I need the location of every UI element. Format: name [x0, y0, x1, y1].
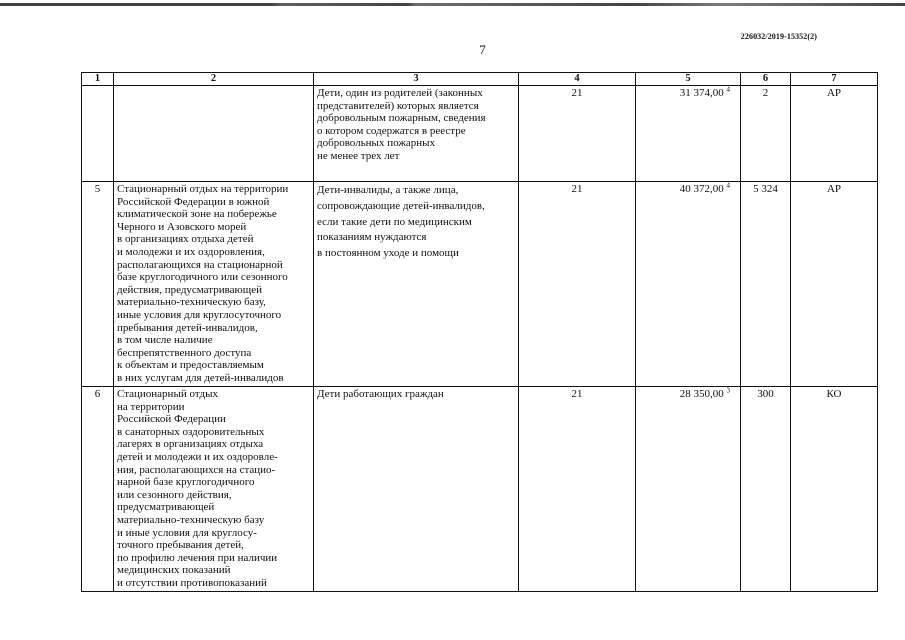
rest-type-description-line: и иные условия для круглосу-: [117, 526, 257, 539]
rest-type-description: [114, 86, 314, 182]
rest-type-description: [114, 387, 314, 592]
row-number: [82, 86, 114, 182]
recipient-category-line: представителей) которых является: [317, 99, 479, 112]
rest-type-description-line: и молодежи и их оздоровления,: [117, 245, 265, 258]
rest-type-description-line: действия, предусматривающей: [117, 283, 262, 296]
column-header-2: 2: [114, 73, 314, 86]
rest-type-description-line: базе круглогодичного или сезонного: [117, 271, 288, 284]
table-row: [82, 387, 878, 592]
rest-type-description-line: Черного и Азовского морей: [117, 220, 247, 233]
cost-value: [636, 86, 741, 182]
recipient-category-line: добровольным пожарным, сведения: [317, 112, 486, 125]
rest-type-description-line: Стационарный отдых на территории: [117, 183, 289, 195]
recipient-category-line: Дети-инвалиды, а также лица,: [317, 184, 459, 196]
duration-days: 21: [519, 86, 636, 182]
row-number: 6: [82, 387, 114, 592]
recipient-category: [314, 182, 519, 387]
rest-type-description-line: медицинских показаний: [117, 564, 231, 577]
rest-type-description-line: иные условия для круглосуточного: [117, 308, 282, 321]
duration-days: 21: [519, 182, 636, 387]
recipient-category-line: Дети, один из родителей (законных: [317, 87, 483, 99]
cost-footnote-mark: 4: [726, 181, 730, 190]
column-header-3: 3: [314, 73, 519, 86]
duration-days: 21: [519, 387, 636, 592]
quantity: 5 324: [741, 182, 791, 387]
quantity: 2: [741, 86, 791, 182]
column-header-4: 4: [519, 73, 636, 86]
table-row: [82, 182, 878, 387]
rest-type-description-line: предусматривающей: [117, 501, 215, 514]
row-number: 5: [82, 182, 114, 387]
rest-type-description-line: пребывания детей-инвалидов,: [117, 321, 258, 334]
rest-type-description-line: в санаторных оздоровительных: [117, 425, 265, 438]
column-header-6: 6: [741, 73, 791, 86]
page-number: 7: [479, 42, 486, 57]
region-code: АР: [791, 86, 878, 182]
rest-type-description-line: или сезонного действия,: [117, 488, 232, 501]
table-header: [82, 73, 878, 86]
region-code: КО: [791, 387, 878, 592]
cost-value: [636, 182, 741, 387]
recipient-category-line: в постоянном уходе и помощи: [317, 247, 459, 260]
recipient-category-line: добровольных пожарных: [317, 137, 436, 150]
rest-type-description-line: материально-техническую базу,: [117, 296, 266, 309]
rest-type-description-line: ния, располагающихся на стацио-: [117, 463, 276, 476]
benefits-table: [81, 72, 878, 592]
rest-type-description-line: беспрепятственного доступа: [117, 346, 252, 359]
recipient-category-line: сопровождающие детей-инвалидов,: [317, 199, 485, 212]
rest-type-description-line: и отсутствии противопоказаний: [117, 576, 267, 589]
cost-amount: 40 372,00: [679, 183, 724, 195]
recipient-category: [314, 387, 519, 592]
rest-type-description-line: на территории: [117, 400, 185, 413]
rest-type-description-line: климатической зоне на побережье: [117, 208, 277, 221]
scan-artifact-line: [0, 3, 905, 6]
document-id: 226032/2019-15352(2): [740, 32, 817, 41]
rest-type-description-line: располагающихся на стационарной: [117, 258, 283, 271]
column-header-1: 1: [82, 73, 114, 86]
rest-type-description-line: точного пребывания детей,: [117, 539, 244, 552]
rest-type-description-line: к объектам и предоставляемым: [117, 359, 264, 372]
rest-type-description-line: детей и молодежи и их оздоровле-: [117, 450, 278, 463]
cost-amount: 28 350,00: [679, 388, 724, 400]
cost-value: [636, 387, 741, 592]
region-code: АР: [791, 182, 878, 387]
cost-amount: 31 374,00: [679, 87, 724, 99]
rest-type-description-line: лагерях в организациях отдыха: [117, 438, 264, 451]
table-row: [82, 86, 878, 182]
rest-type-description-line: в них услугам для детей-инвалидов: [117, 371, 284, 384]
table-body: [82, 86, 878, 592]
rest-type-description-line: материально-техническую базу: [117, 513, 265, 526]
column-header-7: 7: [791, 73, 878, 86]
cost-footnote-mark: 4: [726, 85, 730, 94]
rest-type-description-line: Российской Федерации: [117, 413, 226, 426]
recipient-category: [314, 86, 519, 182]
rest-type-description-line: нарной базе круглогодичного: [117, 476, 255, 489]
quantity: 300: [741, 387, 791, 592]
cost-footnote-mark: 3: [726, 386, 730, 395]
rest-type-description-line: Российской Федерации в южной: [117, 195, 270, 208]
recipient-category-line: Дети работающих граждан: [317, 388, 444, 400]
recipient-category-line: если такие дети по медицинским: [317, 215, 472, 228]
rest-type-description-line: в организациях отдыха детей: [117, 233, 254, 246]
rest-type-description: [114, 182, 314, 387]
recipient-category-line: не менее трех лет: [317, 149, 400, 162]
rest-type-description-line: в том числе наличие: [117, 334, 213, 347]
recipient-category-line: показаниям нуждаются: [317, 231, 427, 244]
rest-type-description-line: Стационарный отдых: [117, 388, 218, 400]
recipient-category-line: о котором содержатся в реестре: [317, 124, 466, 137]
rest-type-description-line: по профилю лечения при наличии: [117, 551, 278, 564]
column-header-5: 5: [636, 73, 741, 86]
column-number-row: [82, 73, 878, 86]
